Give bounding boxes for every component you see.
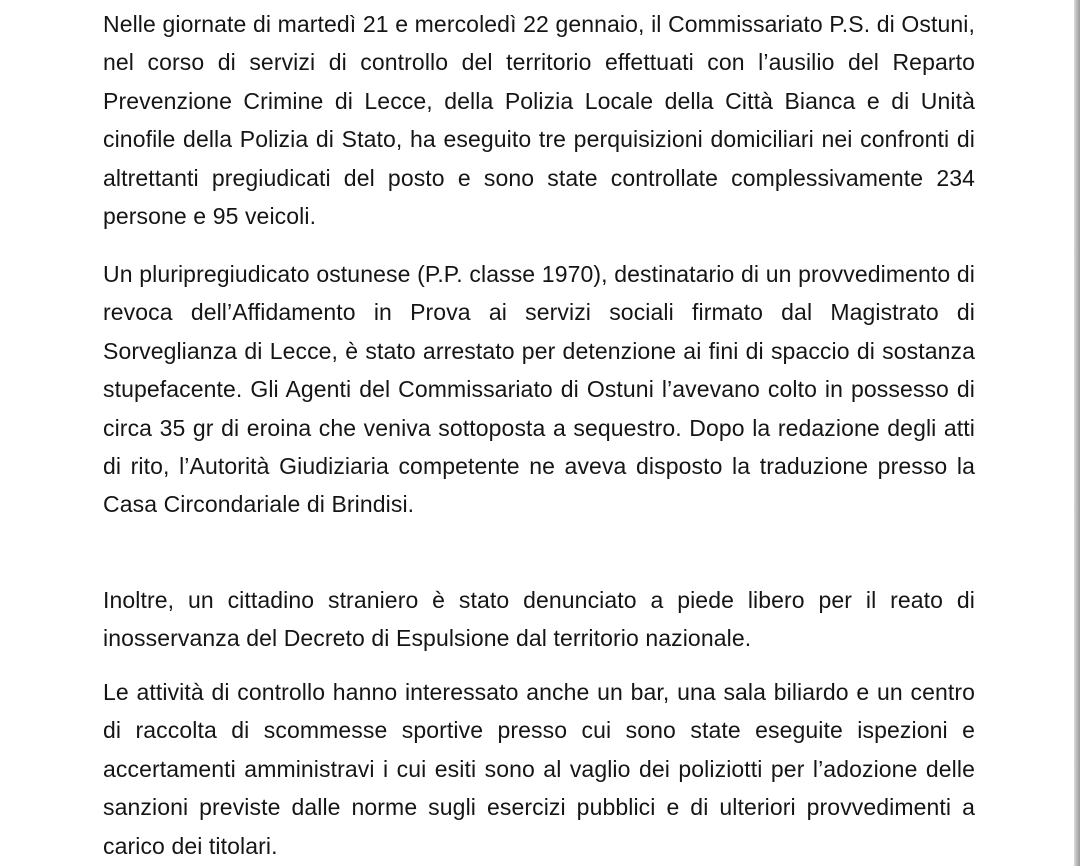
paragraph-2: Un pluripregiudicato ostunese (P.P. classe 1970), destinatario di un provvedimento di revoca dell’Affidamento in Prova ai servizi sociali firmato dal Magistrato di Sorveglianza di Lecce, è stato arrestato per detenzione ai fini di spaccio di sostanza stupefacente. Gli Agenti del Commissariato di Ostuni l’avevano colto in possesso di circa 35 gr di eroina che veniva sottoposta a sequestro. Dopo la redazione degli atti di rito, l’Autorità Giudiziaria competente ne aveva disposto la traduzione presso la Casa Circondariale di Brindisi. — [103, 261, 975, 518]
paragraph-3: Inoltre, un cittadino straniero è stato denunciato a piede libero per il reato di inosservanza del Decreto di Espulsione dal territorio nazionale. — [103, 587, 975, 652]
scan-edge-shadow — [1074, 0, 1080, 866]
paragraph-4: Le attività di controllo hanno interessato anche un bar, una sala biliardo e un centro di raccolta di scommesse sportive presso cui sono state eseguite ispezioni e accertamenti amministravi i cui esiti sono al vaglio dei poliziotti per l’adozione delle sanzioni previste dalle norme sugli esercizi pubblici e di ulteriori provvedimenti a carico dei titolari. — [103, 679, 975, 859]
paragraph-1: Nelle giornate di martedì 21 e mercoledì 22 gennaio, il Commissariato P.S. di Ostuni, nel corso di servizi di controllo del territorio effettuati con l’ausilio del Reparto Prevenzione Crimine di Lecce, della Polizia Locale della Città Bianca e di Unità cinofile della Polizia di Stato, ha eseguito tre perquisizioni domiciliari nei confronti di altrettanti pregiudicati del posto e sono state controllate complessivamente 234 persone e 95 veicoli. — [103, 11, 975, 230]
